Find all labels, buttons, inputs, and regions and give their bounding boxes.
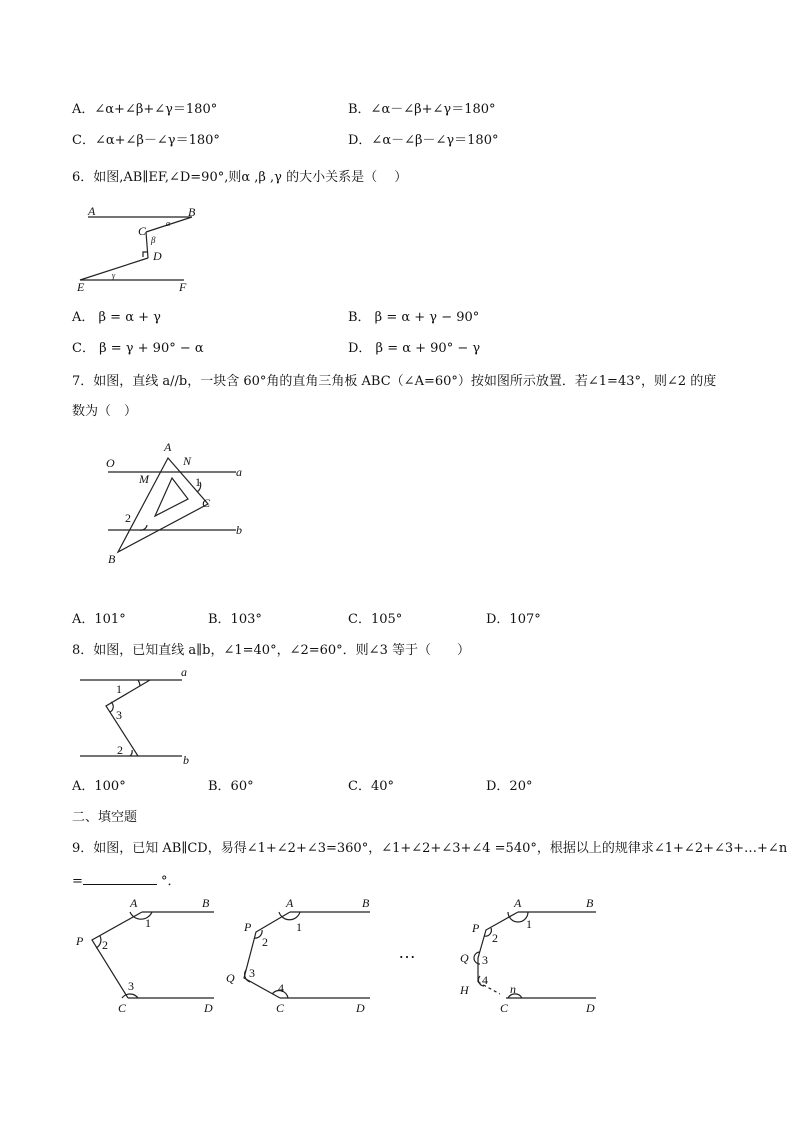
q5-option-c: C．∠α+∠β－∠γ＝180°	[72, 133, 220, 148]
label-d: D	[586, 1001, 595, 1015]
q6-figure	[72, 205, 202, 295]
q6-option-d: D． β = α + 90° − γ	[348, 341, 481, 356]
label-p: P	[76, 934, 84, 948]
label-p: P	[472, 921, 480, 935]
label-h: H	[460, 983, 469, 997]
label-q: Q	[460, 951, 469, 965]
angle-1-arc	[279, 912, 300, 920]
label-b: B	[188, 205, 196, 219]
label-line-a: a	[236, 465, 242, 479]
q7-option-d: D．107°	[486, 612, 541, 627]
label-angle-3: 3	[116, 708, 122, 722]
label-angle-3: 3	[128, 979, 134, 993]
q8-option-d: D．20°	[486, 779, 533, 794]
q8-option-b: B．60°	[208, 779, 254, 794]
label-c: C	[138, 224, 147, 238]
q6-stem: 6．如图,AB∥EF,∠D=90°,则α ,β ,γ 的大小关系是（ ）	[72, 170, 408, 185]
label-c-vertex: C	[202, 496, 211, 510]
label-angle-1: 1	[526, 917, 532, 931]
q7-stem-line2: 数为（ ）	[72, 404, 138, 419]
q5-option-b: B．∠α－∠β+∠γ＝180°	[348, 102, 496, 117]
label-a: A	[286, 896, 294, 910]
q9-figure-2	[224, 890, 376, 1020]
q7-figure	[100, 438, 260, 570]
label-d: D	[356, 1001, 365, 1015]
q7-stem-line1: 7．如图，直线 a//b，一块含 60°角的直角三角板 ABC（∠A=60°）按如图所示放置．若∠1=43°，则∠2 的度	[72, 374, 717, 389]
label-angle-4: 4	[482, 973, 488, 987]
angle-2-arc	[130, 750, 132, 756]
label-angle-1: 1	[116, 682, 122, 696]
q6-option-c: C． β = γ + 90° − α	[72, 341, 204, 356]
q8-option-a: A．100°	[72, 779, 126, 794]
q8-stem: 8．如图，已知直线 a∥b，∠1=40°，∠2=60°．则∠3 等于（ ）	[72, 643, 470, 658]
label-angle-2: 2	[492, 931, 498, 945]
q7-option-a: A．101°	[72, 612, 126, 627]
q9-stem-line2	[72, 872, 181, 890]
q8-figure	[76, 664, 206, 770]
label-c: C	[500, 1001, 509, 1015]
label-angle-2: 2	[125, 511, 131, 525]
label-beta: β	[151, 235, 156, 245]
q9-stem-line1: 9．如图，已知 AB∥CD，易得∠1+∠2+∠3=360°，∠1+∠2+∠3+∠4 =540°，根据以上的规律求∠1+∠2+∠3+…+∠n	[72, 841, 788, 856]
q5-option-a: A．∠α+∠β+∠γ＝180°	[72, 102, 218, 117]
q7-option-b: B．103°	[208, 612, 262, 627]
angle-1-arc	[508, 912, 528, 922]
q7-option-c: C．105°	[348, 612, 403, 627]
label-angle-4: 4	[278, 981, 284, 995]
label-q: Q	[226, 971, 235, 985]
label-n: N	[183, 454, 192, 468]
q9-suffix: °．	[161, 874, 181, 889]
label-f: F	[179, 280, 187, 294]
angle-2-arc	[140, 525, 147, 530]
q5-option-d: D．∠α－∠β－∠γ＝180°	[348, 133, 499, 148]
angle-1-arc	[138, 680, 140, 686]
broken-line	[478, 912, 518, 982]
q9-figure-3	[456, 890, 606, 1020]
q9-figure-1	[72, 890, 222, 1020]
q6-option-a: A． β = α + γ	[72, 310, 161, 325]
label-angle-1: 1	[195, 475, 201, 489]
label-d: D	[204, 1001, 213, 1015]
triangle-abc-inner	[155, 478, 188, 516]
label-n: n	[510, 982, 516, 996]
label-angle-1: 1	[296, 920, 302, 934]
label-b-vertex: B	[108, 552, 116, 566]
label-m: M	[139, 472, 149, 486]
label-a: A	[514, 896, 522, 910]
label-c: C	[118, 1001, 127, 1015]
zigzag-path	[106, 680, 150, 756]
label-angle-2: 2	[117, 743, 123, 757]
section-title: 二、填空题	[72, 810, 138, 825]
label-b: B	[202, 896, 210, 910]
label-angle-3: 3	[249, 966, 255, 980]
label-p: P	[244, 920, 252, 934]
label-line-b: b	[183, 753, 189, 767]
broken-line	[92, 912, 142, 998]
label-a-vertex: A	[164, 440, 172, 454]
label-angle-2: 2	[262, 935, 268, 949]
label-a: A	[130, 896, 138, 910]
q8-option-c: C．40°	[348, 779, 394, 794]
label-b: B	[586, 896, 594, 910]
q9-equals: =	[72, 874, 83, 889]
label-angle-2: 2	[102, 938, 108, 952]
label-a: A	[88, 204, 96, 218]
segment-cd	[146, 232, 148, 258]
label-angle-3: 3	[482, 953, 488, 967]
q6-option-b: B． β = α + γ − 90°	[348, 310, 480, 325]
label-c: C	[276, 1001, 285, 1015]
answer-blank[interactable]	[83, 872, 157, 885]
q9-ellipsis: …	[398, 942, 416, 962]
label-d: D	[153, 249, 162, 263]
label-line-a: a	[181, 665, 187, 679]
label-gamma: γ	[112, 271, 116, 280]
label-line-b: b	[236, 523, 242, 537]
label-angle-1: 1	[145, 916, 151, 930]
label-o: O	[106, 456, 115, 470]
label-e: E	[77, 280, 85, 294]
label-b: B	[362, 896, 370, 910]
label-alpha: α	[166, 219, 171, 228]
